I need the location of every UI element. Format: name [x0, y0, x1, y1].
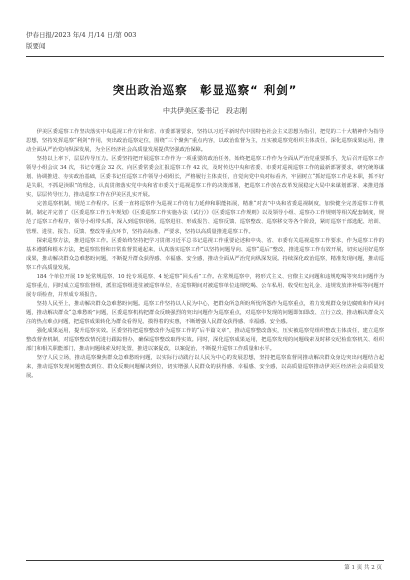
paragraph: 强化成果运用，提升巡察实效。区委坚持把巡察整改作为巡察工作的“后半篇文章”，推动巡察整改落实，压实被巡察党组织整改主体责任，建立巡察整改督查机制，对巡察整改情况进行跟踪督办，确保巡察整改取得实效。同时，深化巡察成果运用，把巡察发现的问题线索及时移交纪检监察机关、组织部门和相关职能部门，推动问题线索及时处置，推进以案促改，以案促治，不断提升巡察工作质量和水平。	[26, 328, 384, 353]
page-number: 第 1 页 共 2 页	[344, 565, 382, 571]
article-title: 突出政治巡察 彰显巡察“ 利剑”	[112, 83, 298, 97]
article-byline: 中共伊美区委书记 段志刚	[163, 107, 247, 115]
paragraph: 坚守人民立场，推动巡察聚焦群众急难愁盼问题，以实际行动践行以人民为中心的发展思想，坚持把巡察监督同推动解决群众身边突出问题结合起来，推动巡察发现问题整改到位、群众反映问题解决到位，切实增强人民群众的获得感、幸福感、安全感，以高质量巡察推动伊美区经济社会高质量发展。	[26, 355, 384, 380]
publication-meta	[26, 30, 136, 52]
issue-line: 伊春日报/2023 年/4 月/14 日/第 003	[26, 31, 137, 39]
paragraph: 坚持以上率下，层层传导压力。区委坚持把开展巡察工作作为一项重要的政治任务，始终把巡察工作作为全面从严治党重要抓手，先后召开巡察工作领导小组会议 34 次，书记专题会 32 次、向区委常委会汇报巡察工作 42 次，及时传达中央和省委、市委对巡视巡察工作的最新部署要求，研究统筹谋划、协调推进、夯实政治基础，区委书记任巡察工作领导小组组长，严格履行主体责任，自觉向党中央对标看齐，牢固树立“抓好巡察工作是本职，抓不好是失职，不抓是渎职”的理念，认真贯彻落实党中央和省市委关于巡视巡察工作的决策部署，把巡察工作放在改革发展稳定大局中来谋划部署、来推进落实，层层传导压力，推动巡察工作在伊美区扎实开展。	[26, 156, 384, 199]
header-divider	[26, 56, 384, 57]
article-body	[26, 128, 384, 550]
footer-divider	[26, 560, 384, 561]
paragraph: 坚持人民至上，推动解决群众急难愁盼问题。巡察工作坚持以人民为中心，把群众所急所盼所忧所怨作为巡察重点，着力发现群众身边腐败和作风问题，推动解决群众“急难愁盼”问题，区委巡察机构把群众反映强烈的突出问题作为巡察重点，对巡察中发现的问题即知即改、立行立改，推动解决群众关注的热点难点问题，把巡察成果转化为群众看得见、摸得着的实惠，不断增强人民群众获得感、幸福感、安全感。	[26, 300, 384, 325]
section-line: 版要闻	[26, 42, 46, 50]
paragraph: 184 个单位开展 19 轮常规巡察、10 轮专项巡察、4 轮巡察“回头看”工作。在常规巡察中，将形式主义、官僚主义问题和违规吃喝等突出问题作为巡察重点，同时成立巡察监督组，派驻巡察组进驻被巡察单位，在巡察期间对被巡察单位违规吃喝、公车私用、收受红包礼金、违规发放津补贴等问题开展专项检查，并形成专项报告。	[26, 273, 384, 298]
paragraph: 完善巡察机制，规范工作程序。区委一直将巡察作为巡视工作的有力延伸和职能拓展，精准“对表”中央和省委巡视制度，加快健全完善巡察工作机制，制定并完善了《区委巡察工作五年规划》《区委巡察工作实施办法（试行）》《区委巡察工作规则》以及领导小组、巡察办工作规则等相关配套制度，规范了巡察工作程序，领导小组带头抓，深入到巡察现场，巡察进驻、形成报告、巡察反馈、巡察整改、巡察移交等各个阶段，紧盯巡察干部选配、培训、管理、进驻、报告、反馈、整改等重点环节，坚持高标准、严要求，坚持以高质量推进巡察工作。	[26, 201, 384, 235]
paragraph: 伊美区委巡察工作坚决落实中央巡视工作方针和省、市委部署要求，坚持以习近平新时代中国特色社会主义思想为指引，把党的二十大精神作为指导思想，坚持发挥巡察“利剑”作用，突出政治巡察定位，围绕“三个聚焦”重点内容，以政治监督为主，压实被巡察党组织主体责任，深化巡察成果运用，推动全面从严治党向纵深发展，为全区经济社会高质量发展提供坚强政治保障。	[26, 129, 384, 154]
paragraph: 探索巡察方法，推进巡察工作。区委始终坚持把学习贯彻习近平总书记巡视工作重要论述和中央、省、市委有关巡视巡察工作要求，作为巡察工作的基本遵循和根本方法，把巡察监督和日常监督贯通起来，认真落实巡察工作“以坚持问题导向、巡察“巡后”整改，推进巡察工作有效开展，切实运用好巡察成果，推动解决群众急难愁盼问题，不断提升群众获得感、幸福感、安全感，推动全面从严治党向纵深发展。持续深化政治巡察，精准发现问题，推动巡察工作高质量发展。	[26, 237, 384, 271]
